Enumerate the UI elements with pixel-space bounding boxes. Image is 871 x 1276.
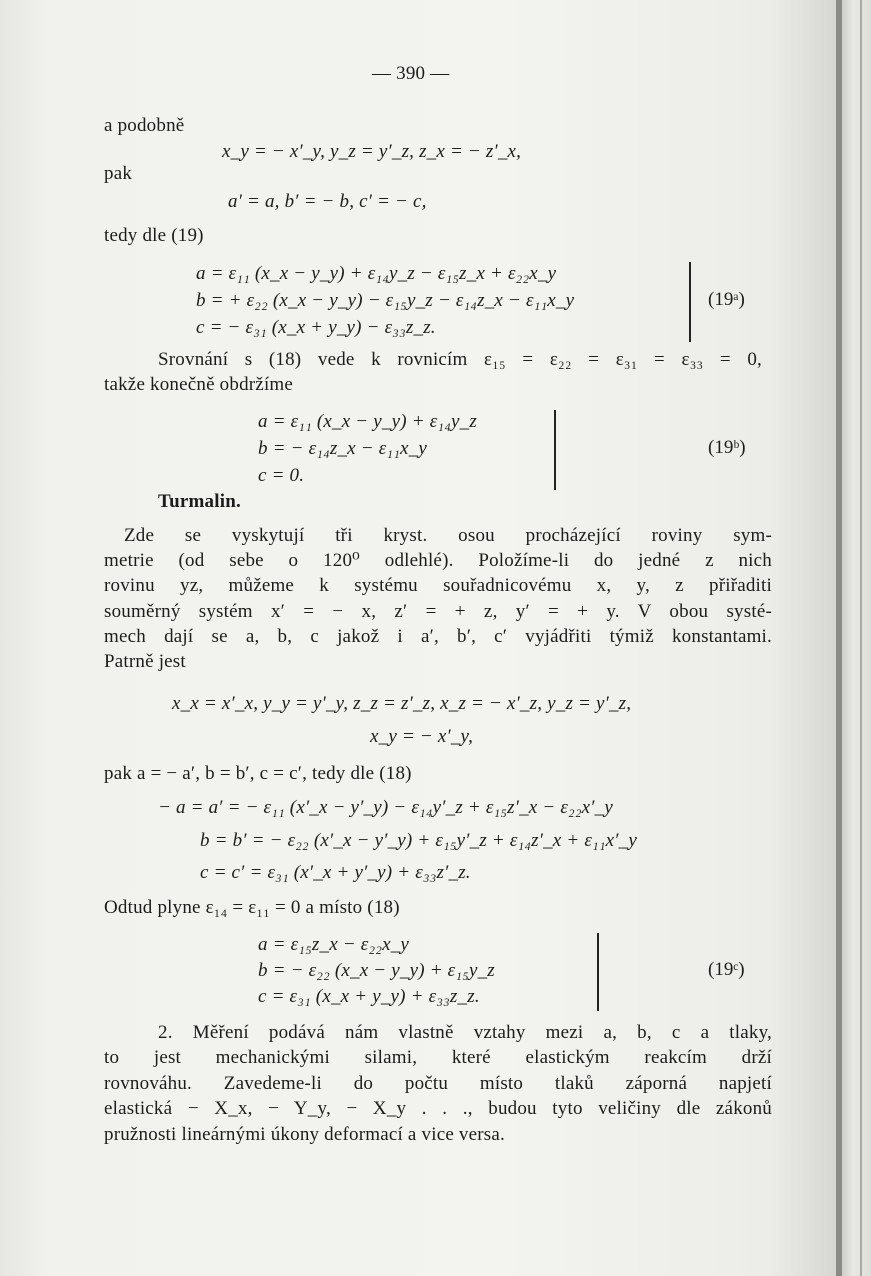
equation-19b-line-2: b = − ε₁₄z_x − ε₁₁x_y [258,438,428,459]
equation-line: c = c′ = ε₃₁ (x′_x + y′_y) + ε₃₃z′_z. [200,862,471,883]
paragraph-line: 2. Měření podává nám vlastně vztahy mezi a, b, c a tlaky, [158,1022,772,1043]
section-heading: Turmalin. [158,491,241,512]
equation-tag-19a: (19ᵃ) [708,289,745,310]
text-line: Odtud plyne ε₁₄ = ε₁₁ = 0 a místo (18) [104,897,400,918]
paragraph-line: to jest mechanickými silami, které elastickým reakcím drží [104,1047,772,1068]
paragraph-line: elastická − X_x, − Y_y, − X_y . . ., budou tyto veličiny dle zákonů [104,1098,772,1119]
text-line: pak a = − a′, b = b′, c = c′, tedy dle (18) [104,763,412,784]
equation-line: x_y = − x′_y, [370,726,474,747]
equation-line: a′ = a, b′ = − b, c′ = − c, [228,191,427,212]
paragraph-line: souměrný systém x′ = − x, z′ = + z, y′ = + y. V obou systé- [104,601,772,622]
right-brace [554,410,556,490]
equation-line: x_x = x′_x, y_y = y′_y, z_z = z′_z, x_z = − x′_z, y_z = y′_z, [172,693,632,714]
equation-line: x_y = − x′_y, y_z = y′_z, z_x = − z′_x, [222,141,522,162]
paragraph-line: pružnosti lineárnými úkony deformací a vice versa. [104,1124,505,1145]
equation-19a-line-3: c = − ε₃₁ (x_x + y_y) − ε₃₃z_z. [196,317,436,338]
next-page-line [860,0,862,1276]
equation-tag-19c: (19ᶜ) [708,959,745,980]
text-line: a podobně [104,115,185,136]
right-brace [597,933,599,1011]
paragraph-line: mech dají se a, b, c jakož i a′, b′, c′ vyjádřiti týmiž konstantami. [104,626,772,647]
paragraph-line: rovnováhu. Zavedeme-li do počtu místo tlaků záporná napjetí [104,1073,772,1094]
equation-19a-line-2: b = + ε₂₂ (x_x − y_y) − ε₁₅y_z − ε₁₄z_x − ε₁₁x_y [196,290,575,311]
text-line: pak [104,163,133,184]
paragraph-line: metrie (od sebe o 120⁰ odlehlé). Položíme-li do jedné z nich [104,550,772,571]
equation-19a-line-1: a = ε₁₁ (x_x − y_y) + ε₁₄y_z − ε₁₅z_x + ε₂₂x_y [196,263,557,284]
paragraph-line: Patrně jest [104,651,186,672]
right-brace [689,262,691,342]
text-line: takže konečně obdržíme [104,374,294,395]
text-line: Srovnání s (18) vede k rovnicím ε₁₅ = ε₂₂ = ε₃₁ = ε₃₃ = 0, [158,349,762,370]
equation-line: − a = a′ = − ε₁₁ (x′_x − y′_y) − ε₁₄y′_z + ε₁₅z′_x − ε₂₂x′_y [158,797,613,818]
equation-line: b = b′ = − ε₂₂ (x′_x − y′_y) + ε₁₅y′_z + ε₁₄z′_x + ε₁₁x′_y [200,830,637,851]
equation-19c-line-2: b = − ε₂₂ (x_x − y_y) + ε₁₅y_z [258,960,495,981]
equation-19b-line-3: c = 0. [258,465,305,486]
paragraph-line: Zde se vyskytují tři kryst. osou procházející roviny sym- [124,525,772,546]
page-number: — 390 — [372,63,450,84]
next-page-edge [842,0,871,1276]
text-line: tedy dle (19) [104,225,204,246]
paragraph-line: rovinu yz, můžeme k systému souřadnicovému x, y, z přiřaditi [104,575,772,596]
equation-19c-line-3: c = ε₃₁ (x_x + y_y) + ε₃₃z_z. [258,986,480,1007]
equation-tag-19b: (19ᵇ) [708,437,746,458]
equation-19c-line-1: a = ε₁₅z_x − ε₂₂x_y [258,934,410,955]
equation-19b-line-1: a = ε₁₁ (x_x − y_y) + ε₁₄y_z [258,411,477,432]
